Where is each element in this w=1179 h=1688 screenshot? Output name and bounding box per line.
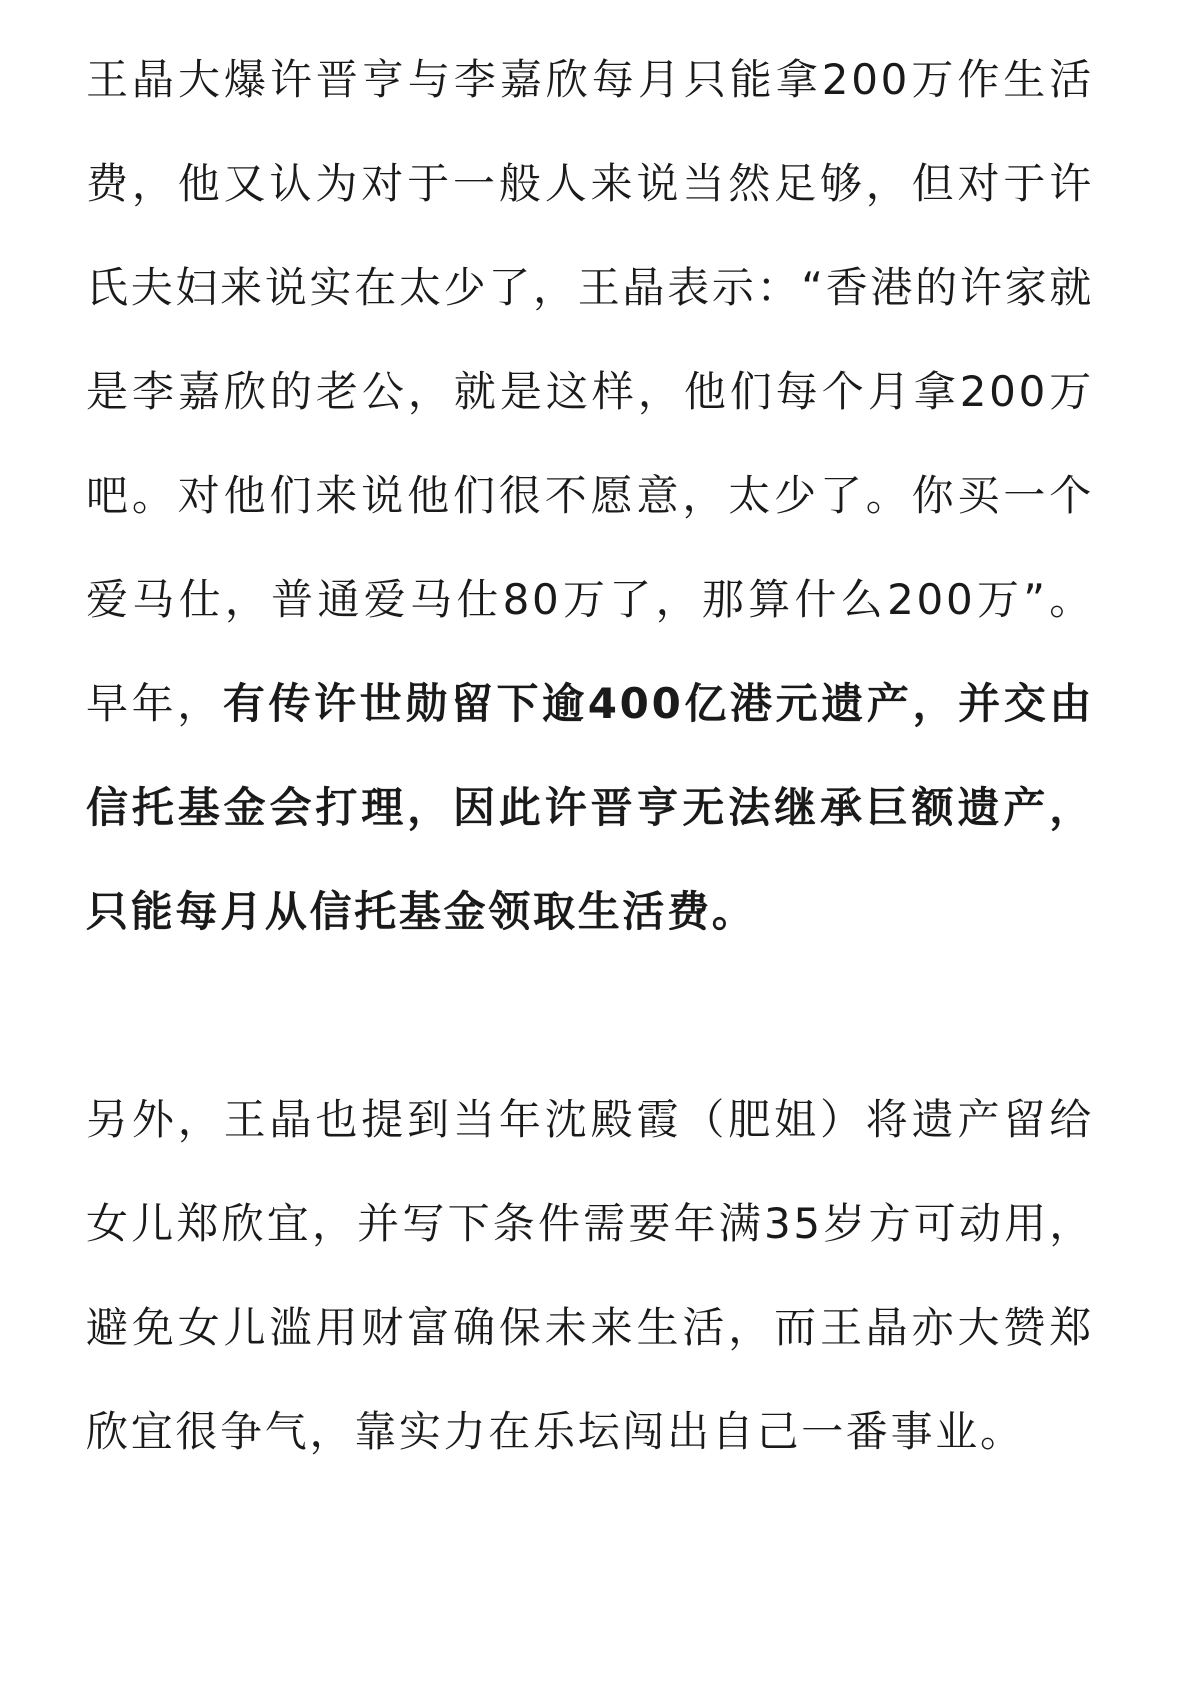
paragraph-1-bold-text: 有传许世勋留下逾400亿港元遗产，并交由信托基金会打理，因此许晋亨无法继承巨额遗产，只能每月从信托基金领取生活费。 — [86, 679, 1095, 936]
paragraph-1 — [86, 28, 1094, 964]
paragraph-2 — [86, 1068, 1094, 1484]
article-body — [86, 28, 1094, 1484]
paragraph-2-text: 另外，王晶也提到当年沈殿霞（肥姐）将遗产留给女儿郑欣宜，并写下条件需要年满35岁方可动用，避免女儿滥用财富确保未来生活，而王晶亦大赞郑欣宜很争气，靠实力在乐坛闯出自己一番事业。 — [86, 1095, 1094, 1456]
paragraph-1-text: 王晶大爆许晋亨与李嘉欣每月只能拿200万作生活费，他又认为对于一般人来说当然足够，但对于许氏夫妇来说实在太少了，王晶表示：“香港的许家就是李嘉欣的老公，就是这样，他们每个月拿200万吧。对他们来说他们很不愿意，太少了。你买一个爱马仕，普通爱马仕80万了，那算什么200万”。早年， — [86, 55, 1094, 728]
